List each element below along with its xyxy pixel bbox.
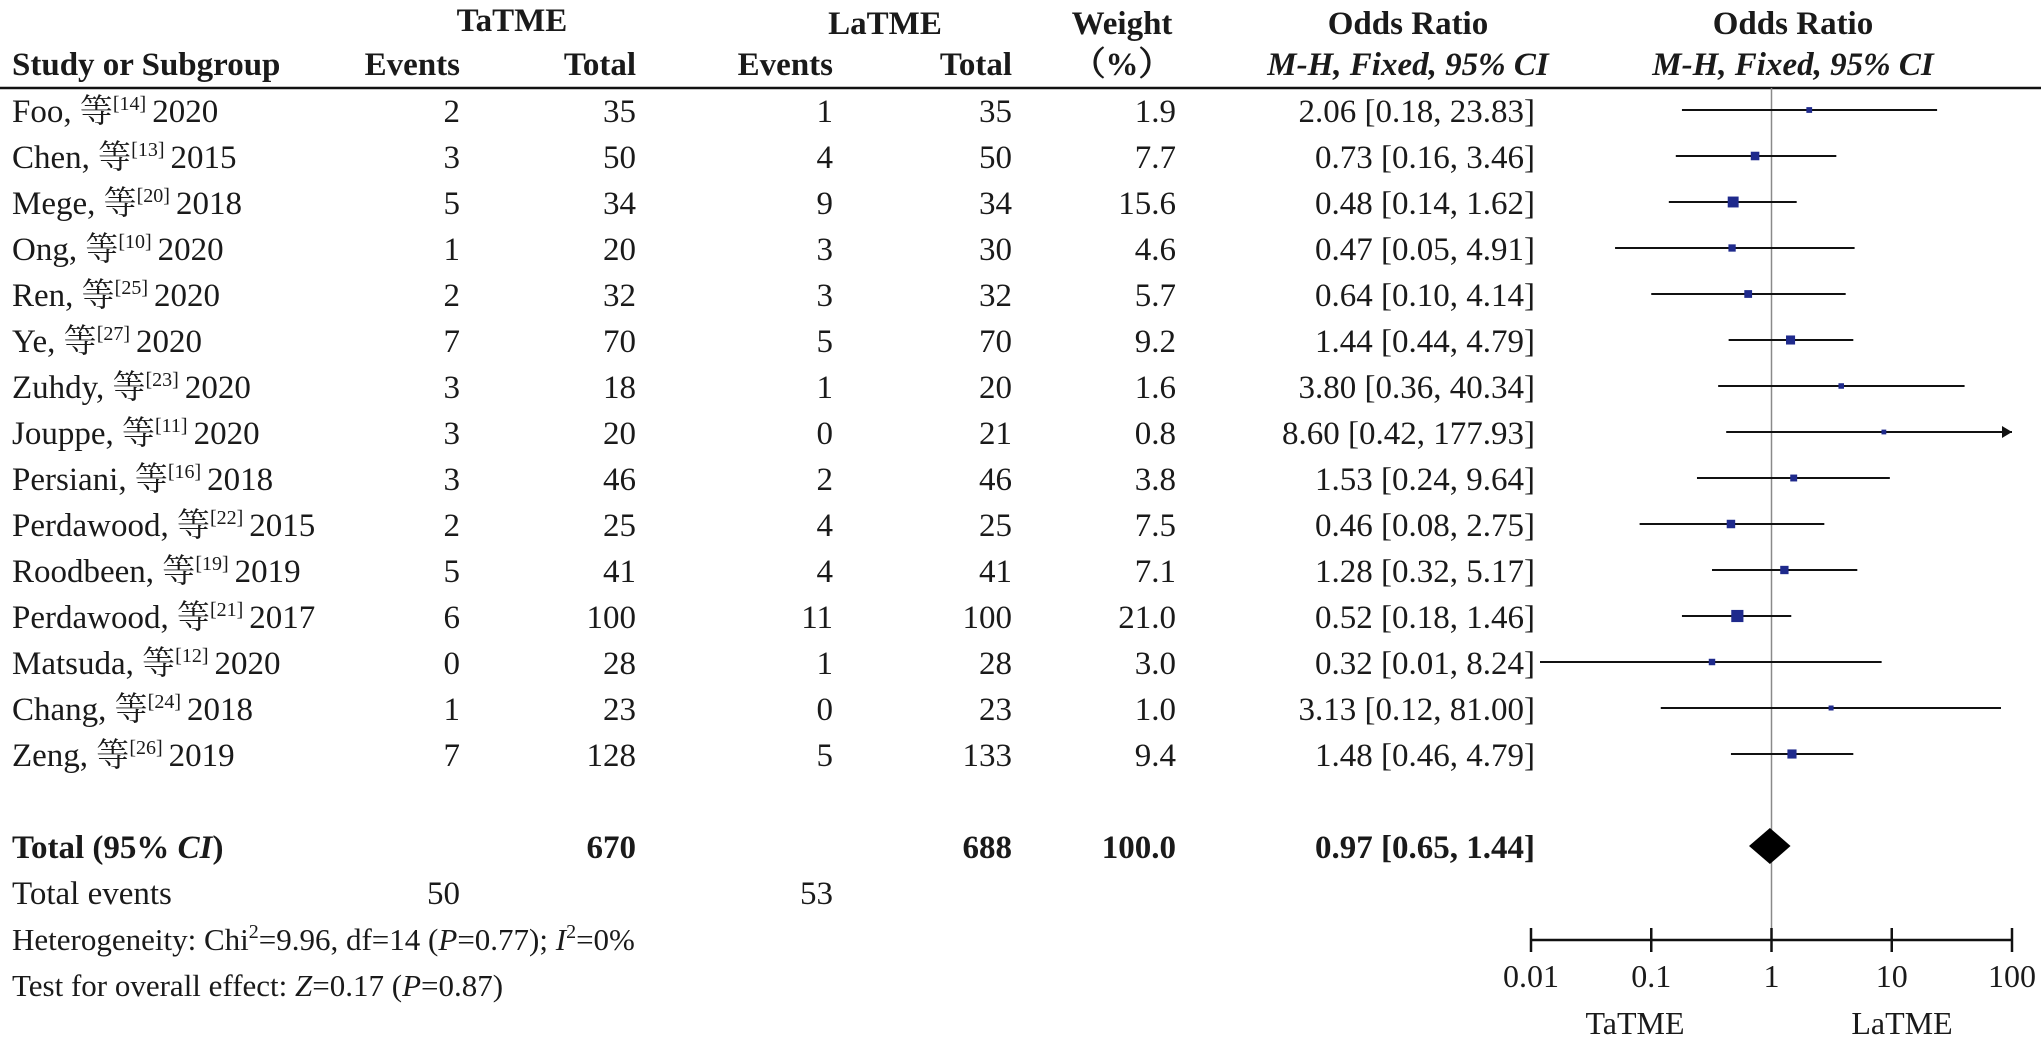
study-name: Zeng, 等[26] 2019 (12, 737, 235, 774)
study-marker (1727, 520, 1735, 528)
study-e2: 5 (816, 738, 833, 774)
study-weight: 5.7 (1134, 278, 1176, 314)
study-or-text: 3.13 [0.12, 81.00] (1298, 692, 1535, 728)
study-e2: 3 (816, 232, 833, 268)
study-t1: 46 (603, 462, 636, 498)
study-t1: 18 (603, 370, 636, 406)
header-or-line1: Odds Ratio (1327, 6, 1489, 42)
study-e2: 4 (816, 508, 833, 544)
study-e2: 1 (816, 646, 833, 682)
header-study: Study or Subgroup (12, 47, 281, 83)
study-name: Chen, 等[13] 2015 (12, 139, 237, 176)
study-t2: 133 (962, 738, 1012, 774)
study-weight: 7.5 (1134, 508, 1176, 544)
study-name: Matsuda, 等[12] 2020 (12, 645, 281, 682)
study-t2: 23 (979, 692, 1012, 728)
ci-arrow (2002, 426, 2012, 438)
header-total1: Total (563, 47, 636, 83)
study-t1: 41 (603, 554, 636, 590)
header-or-line2: M-H, Fixed, 95% CI (1267, 47, 1549, 83)
study-weight: 4.6 (1134, 232, 1176, 268)
total-t2: 688 (962, 830, 1012, 866)
pooled-effect-diamond (1749, 828, 1791, 864)
study-t1: 25 (603, 508, 636, 544)
study-or-text: 1.44 [0.44, 4.79] (1315, 324, 1535, 360)
study-t2: 41 (979, 554, 1012, 590)
study-e1: 7 (443, 324, 460, 360)
total-weight: 100.0 (1101, 830, 1176, 866)
study-marker (1731, 610, 1743, 622)
study-e1: 3 (443, 370, 460, 406)
study-marker (1709, 659, 1715, 665)
study-t1: 35 (603, 94, 636, 130)
study-weight: 0.8 (1134, 416, 1176, 452)
study-weight: 1.6 (1134, 370, 1176, 406)
study-e2: 0 (816, 692, 833, 728)
study-marker (1728, 197, 1739, 208)
study-e1: 5 (443, 186, 460, 222)
study-or-text: 0.73 [0.16, 3.46] (1315, 140, 1535, 176)
study-t1: 20 (603, 232, 636, 268)
study-e2: 2 (816, 462, 833, 498)
study-name: Zuhdy, 等[23] 2020 (12, 369, 251, 406)
study-e1: 6 (443, 600, 460, 636)
study-weight: 9.2 (1134, 324, 1176, 360)
study-t2: 70 (979, 324, 1012, 360)
study-t1: 100 (586, 600, 636, 636)
study-or-text: 1.53 [0.24, 9.64] (1315, 462, 1535, 498)
study-e2: 11 (801, 600, 833, 636)
study-name: Chang, 等[24] 2018 (12, 691, 253, 728)
study-t2: 34 (979, 186, 1012, 222)
study-or-text: 1.48 [0.46, 4.79] (1315, 738, 1535, 774)
axis-tick-label: 0.1 (1631, 958, 1672, 994)
study-or-text: 0.64 [0.10, 4.14] (1315, 278, 1535, 314)
study-e1: 5 (443, 554, 460, 590)
study-e1: 1 (443, 692, 460, 728)
study-e1: 3 (443, 416, 460, 452)
study-t1: 28 (603, 646, 636, 682)
axis-tick-label: 0.01 (1503, 958, 1559, 994)
study-marker (1751, 152, 1760, 161)
study-weight: 9.4 (1134, 738, 1176, 774)
overall-effect-text: Test for overall effect: Z=0.17 (P=0.87) (12, 968, 504, 1003)
study-marker (1786, 335, 1795, 344)
study-marker (1787, 749, 1796, 758)
study-marker (1790, 475, 1797, 482)
study-name: Jouppe, 等[11] 2020 (12, 415, 260, 452)
study-name: Mege, 等[20] 2018 (12, 185, 242, 222)
total-events-e1: 50 (427, 876, 460, 912)
study-weight: 21.0 (1118, 600, 1176, 636)
study-or-text: 0.47 [0.05, 4.91] (1315, 232, 1535, 268)
header-events2: Events (737, 47, 833, 83)
study-or-text: 0.32 [0.01, 8.24] (1315, 646, 1535, 682)
study-marker (1728, 244, 1735, 251)
study-or-text: 0.46 [0.08, 2.75] (1315, 508, 1535, 544)
study-e1: 1 (443, 232, 460, 268)
axis-tick-label: 1 (1763, 958, 1780, 994)
study-e1: 3 (443, 140, 460, 176)
total-events-label: Total events (12, 876, 172, 912)
axis-right-label: LaTME (1851, 1005, 1953, 1041)
study-name: Roodbeen, 等[19] 2019 (12, 553, 301, 590)
total-label: Total (95% CI) (12, 830, 224, 866)
study-name: Foo, 等[14] 2020 (12, 93, 219, 130)
axis-tick-label: 100 (1988, 958, 2036, 994)
study-e1: 2 (443, 278, 460, 314)
study-t1: 32 (603, 278, 636, 314)
study-e2: 3 (816, 278, 833, 314)
study-marker (1806, 107, 1812, 113)
study-t2: 50 (979, 140, 1012, 176)
study-weight: 15.6 (1118, 186, 1176, 222)
study-e2: 9 (816, 186, 833, 222)
study-e1: 7 (443, 738, 460, 774)
total-events-e2: 53 (800, 876, 833, 912)
header-events1: Events (364, 47, 460, 83)
header-total2: Total (939, 47, 1012, 83)
total-or: 0.97 [0.65, 1.44] (1315, 830, 1535, 866)
study-t2: 46 (979, 462, 1012, 498)
study-e1: 2 (443, 508, 460, 544)
study-t2: 30 (979, 232, 1012, 268)
study-t2: 100 (962, 600, 1012, 636)
header-plot-line2: M-H, Fixed, 95% CI (1652, 47, 1934, 83)
study-weight: 3.8 (1134, 462, 1176, 498)
study-name: Perdawood, 等[22] 2015 (12, 507, 316, 544)
heterogeneity-text: Heterogeneity: Chi$^2$=9.96, df=14 (P=0.77); I$^2$=0% (12, 921, 635, 957)
study-or-text: 1.28 [0.32, 5.17] (1315, 554, 1535, 590)
total-t1: 670 (586, 830, 636, 866)
study-t1: 20 (603, 416, 636, 452)
study-t1: 50 (603, 140, 636, 176)
study-e2: 0 (816, 416, 833, 452)
study-t1: 23 (603, 692, 636, 728)
study-or-text: 0.52 [0.18, 1.46] (1315, 600, 1535, 636)
study-name: Ren, 等[25] 2020 (12, 277, 220, 314)
study-t2: 32 (979, 278, 1012, 314)
header-group1: TaTME (456, 3, 568, 39)
study-marker (1838, 383, 1844, 389)
study-t1: 34 (603, 186, 636, 222)
study-e2: 4 (816, 554, 833, 590)
study-e1: 3 (443, 462, 460, 498)
study-or-text: 2.06 [0.18, 23.83] (1298, 94, 1535, 130)
study-marker (1881, 430, 1886, 435)
axis-left-label: TaTME (1585, 1005, 1685, 1041)
study-marker (1780, 566, 1788, 574)
header-weight-line2: （%） (1072, 47, 1172, 83)
study-t2: 25 (979, 508, 1012, 544)
study-marker (1829, 706, 1834, 711)
study-name: Ong, 等[10] 2020 (12, 231, 224, 268)
study-name: Perdawood, 等[21] 2017 (12, 599, 316, 636)
study-t2: 20 (979, 370, 1012, 406)
study-e2: 4 (816, 140, 833, 176)
study-or-text: 0.48 [0.14, 1.62] (1315, 186, 1535, 222)
study-t2: 35 (979, 94, 1012, 130)
study-t1: 128 (586, 738, 636, 774)
study-e2: 1 (816, 94, 833, 130)
study-t2: 28 (979, 646, 1012, 682)
study-e2: 5 (816, 324, 833, 360)
study-t1: 70 (603, 324, 636, 360)
study-weight: 7.1 (1134, 554, 1176, 590)
header-weight-line1: Weight (1071, 6, 1173, 42)
study-or-text: 3.80 [0.36, 40.34] (1298, 370, 1535, 406)
study-name: Ye, 等[27] 2020 (12, 323, 203, 360)
study-weight: 1.0 (1134, 692, 1176, 728)
study-weight: 3.0 (1134, 646, 1176, 682)
study-e2: 1 (816, 370, 833, 406)
header-group2: LaTME (828, 6, 942, 42)
study-e1: 2 (443, 94, 460, 130)
study-weight: 7.7 (1134, 140, 1176, 176)
header-plot-line1: Odds Ratio (1712, 6, 1874, 42)
study-weight: 1.9 (1134, 94, 1176, 130)
study-name: Persiani, 等[16] 2018 (12, 461, 274, 498)
study-marker (1744, 290, 1752, 298)
study-e1: 0 (443, 646, 460, 682)
axis-tick-label: 10 (1875, 958, 1908, 994)
study-t2: 21 (979, 416, 1012, 452)
study-or-text: 8.60 [0.42, 177.93] (1282, 416, 1535, 452)
